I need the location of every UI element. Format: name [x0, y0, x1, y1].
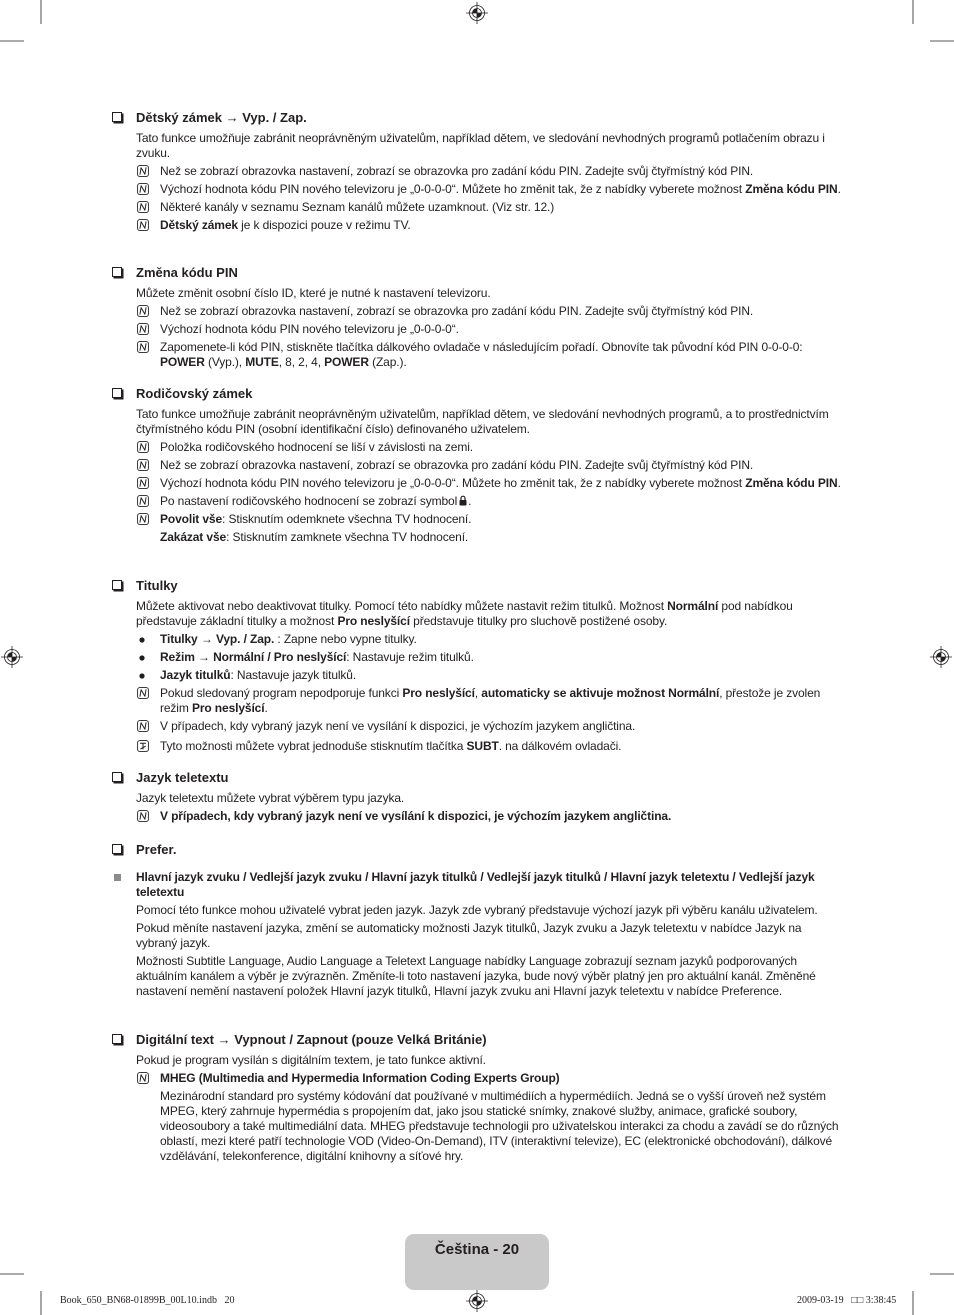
bold-text: automaticky se aktivuje možnost Normální: [481, 686, 720, 700]
item-text: [136, 870, 842, 900]
option-heading: [0, 870, 842, 900]
text-run: je k dispozici pouze v režimu TV.: [237, 218, 411, 232]
item-text: [136, 599, 842, 629]
bold-text: Vyp. / Zap.: [215, 632, 275, 646]
note-icon: [137, 687, 149, 699]
bold-text: Změna kódu PIN: [745, 476, 838, 490]
item-text: [160, 1089, 842, 1164]
bold-text: MHEG (Multimedia and Hypermedia Information Coding Experts Group): [160, 1071, 560, 1085]
text-run: Tato funkce umožňuje zabránit neoprávněným uživatelům, například dětem, ve sledování nevhodných programů, a to prostřednictvím čtyřmístného kódu PIN (osobní identifikační číslo) definovaného uživatelem.: [136, 407, 829, 436]
note-icon: [137, 165, 149, 177]
section: [0, 110, 842, 233]
note: [0, 1071, 842, 1086]
bold-text: Pro neslyšící: [402, 686, 475, 700]
bullet-item: [0, 668, 842, 683]
section-body: [0, 857, 842, 999]
section-body: [0, 125, 842, 233]
text-run: (Zap.).: [368, 355, 407, 369]
section-title-text: Změna kódu PIN: [136, 265, 238, 280]
section: [0, 770, 842, 824]
paragraph: [0, 954, 842, 999]
bold-text: Pro neslyšící: [337, 614, 410, 628]
text-run: Pokud je program vysílán s digitálním textem, je tato funkce aktivní.: [136, 1053, 486, 1067]
section-title-text: Rodičovský zámek: [136, 386, 253, 401]
text-run: : Stisknutím zamknete všechna TV hodnocení.: [226, 530, 469, 544]
text-run: Pomocí této funkce mohou uživatelé vybrat jeden jazyk. Jazyk zde vybraný představuje výchozí jazyk při výběru kanálu uživatelem.: [136, 903, 818, 917]
note: [0, 340, 842, 370]
text-run: Můžete změnit osobní číslo ID, které je nutné k nastavení televizoru.: [136, 286, 491, 300]
text-run: →: [194, 650, 214, 664]
tip-note: [0, 739, 842, 754]
note: [0, 182, 842, 197]
checkbox-icon: [112, 112, 122, 122]
note: [0, 686, 842, 716]
text-run: Výchozí hodnota kódu PIN nového televizoru je „0-0-0-0“.: [160, 322, 459, 336]
section-title: [0, 386, 842, 401]
note-icon: [137, 720, 149, 732]
bullet-item: [0, 650, 842, 665]
paragraph: [0, 286, 842, 301]
section-title: [0, 110, 842, 125]
note: [0, 200, 842, 215]
item-text: [160, 182, 842, 197]
text-run: : Nastavuje jazyk titulků.: [230, 668, 357, 682]
text-run: Než se zobrazí obrazovka nastavení, zobrazí se obrazovka pro zadání kódu PIN. Zadejte svůj čtyřmístný kód PIN.: [160, 458, 754, 472]
checkbox-icon: [112, 267, 122, 277]
text-run: Můžete aktivovat nebo deaktivovat titulky. Pomocí této nabídky můžete nastavit režim titulků. Možnost: [136, 599, 668, 613]
checkbox-icon: [112, 772, 122, 782]
tools-icon: [137, 740, 149, 752]
section-body: [0, 1047, 842, 1164]
text-run: , přestože je zvolen režim: [160, 686, 821, 715]
text-run: . na dálkovém ovladači.: [498, 739, 622, 753]
note: [0, 164, 842, 179]
section-title-text: Titulky: [136, 578, 178, 593]
item-text: [136, 131, 842, 161]
bullet-icon: [139, 673, 145, 679]
item-text: [160, 686, 842, 716]
text-run: Než se zobrazí obrazovka nastavení, zobrazí se obrazovka pro zadání kódu PIN. Zadejte svůj čtyřmístný kód PIN.: [160, 304, 754, 318]
section-title: [0, 578, 842, 593]
note: [0, 218, 842, 233]
item-text: [160, 739, 842, 754]
section-title: [0, 1032, 842, 1047]
note: [0, 719, 842, 734]
text-run: .: [468, 494, 472, 508]
item-text: [160, 200, 842, 215]
item-text: [136, 791, 842, 806]
paragraph: [0, 407, 842, 437]
section-title: [0, 770, 842, 785]
bold-text: Normální / Pro neslyšící: [213, 650, 347, 664]
item-text: [136, 407, 842, 437]
text-run: : Nastavuje režim titulků.: [346, 650, 474, 664]
bold-text: Pro neslyšící: [191, 701, 265, 715]
text-run: Po nastavení rodičovského hodnocení se zobrazí symbol: [160, 494, 458, 508]
text-run: Některé kanály v seznamu Seznam kanálů můžete uzamknout. (Viz str. 12.): [160, 200, 555, 214]
text-run: Mezinárodní standard pro systémy kódování dat používané v multimédiích a hypermédiích. Jedná se o vyšší úroveň než systém MPEG, který zahrnuje hypermédia s propojením dat, jako jsou statické snímky, znakové služby, animace, grafické soubory, videosoubory a také multimediální data. MHEG představuje technologii pro uživatelskou interakci za chodu a zavádí se do různých oblastí, mezi které patří technologie VOD (Video-On-Demand), ITV (interaktivní televize), EC (elektronické obchodování), dálkové vzdělávání, telekonference, digitální knihovny a síťové hry.: [160, 1089, 839, 1163]
item-text: [160, 632, 842, 647]
item-text: [160, 164, 842, 179]
item-text: [160, 530, 842, 545]
bold-text: MUTE: [245, 355, 279, 369]
section-title-text: Prefer.: [136, 842, 177, 857]
text-run: Možnosti Subtitle Language, Audio Language a Teletext Language nabídky Language zobrazují seznam jazyků podporovaných aktuálním kanálem a výběr je zvýrazněn. Změníte-li toto nastavení jazyka, bude nový výběr platný jen pro aktuální kanál. Změněné nastavení nemění nastavení položek Hlavní jazyk titulků, Hlavní jazyk zvuku ani Hlavní jazyk teletextu v nabídce Preference.: [136, 954, 816, 998]
text-run: Tato funkce umožňuje zabránit neoprávněným uživatelům, například dětem, ve sledování nevhodných programů potlačením obrazu i zvuku.: [136, 131, 825, 160]
text-run: : Stisknutím odemknete všechna TV hodnocení.: [222, 512, 472, 526]
paragraph: [0, 599, 842, 629]
text-run: (Vyp.),: [204, 355, 246, 369]
print-job-timestamp: 2009-03-19 □□ 3:38:45: [797, 1295, 897, 1306]
item-text: [160, 476, 842, 491]
bold-text: Zakázat vše: [160, 530, 227, 544]
note: [0, 809, 842, 824]
text-run: V případech, kdy vybraný jazyk není ve vysílání k dispozici, je výchozím jazykem angličtina.: [160, 719, 636, 733]
item-text: [136, 1053, 842, 1068]
section-title: [0, 265, 842, 280]
text-run: Pokud sledovaný program nepodporuje funkci: [160, 686, 403, 700]
note: [0, 440, 842, 455]
note-continuation: [0, 530, 842, 545]
bold-text: Normální: [667, 599, 719, 613]
note-icon: [137, 459, 149, 471]
item-text: [136, 954, 842, 999]
text-run: .: [837, 476, 841, 490]
page-number-label: Čeština - 20: [434, 1241, 520, 1258]
section: [0, 842, 842, 999]
text-run: ,: [474, 686, 482, 700]
note-continuation: [0, 1089, 842, 1164]
text-run: Položka rodičovského hodnocení se liší v závislosti na zemi.: [160, 440, 473, 454]
bold-text: Titulky: [160, 632, 198, 646]
note: [0, 512, 842, 527]
bold-text: Režim: [160, 650, 195, 664]
checkbox-icon: [112, 844, 122, 854]
text-run: Pokud měníte nastavení jazyka, změní se automaticky možnosti Jazyk titulků, Jazyk zvuku a Jazyk teletextu v nabídce Jazyk na vybraný jazyk.: [136, 921, 802, 950]
item-text: [160, 304, 842, 319]
paragraph: [0, 1053, 842, 1068]
text-run: Výchozí hodnota kódu PIN nového televizoru je „0-0-0-0“. Můžete ho změnit tak, že z nabídky vyberete možnost: [160, 182, 746, 196]
section: [0, 578, 842, 754]
text-run: Tyto možnosti můžete vybrat jednoduše stisknutím tlačítka: [160, 739, 467, 753]
paragraph: [0, 921, 842, 951]
note-icon: [137, 810, 149, 822]
note: [0, 304, 842, 319]
paragraph: [0, 131, 842, 161]
bold-text: Jazyk titulků: [160, 668, 231, 682]
text-run: představuje titulky pro sluchově postižené osoby.: [409, 614, 668, 628]
bold-text: Povolit vše: [160, 512, 223, 526]
bullet-item: [0, 632, 842, 647]
note: [0, 476, 842, 491]
note: [0, 322, 842, 337]
note-icon: [137, 441, 149, 453]
item-text: [160, 1071, 842, 1086]
text-run: →: [197, 632, 216, 646]
item-text: [136, 903, 842, 918]
bold-text: V případech, kdy vybraný jazyk není ve vysílání k dispozici, je výchozím jazykem angličtina.: [160, 809, 672, 823]
bullet-icon: [139, 655, 145, 661]
bold-text: Dětský zámek: [160, 218, 238, 232]
section-body: [0, 280, 842, 370]
item-text: [160, 512, 842, 527]
note-icon: [137, 305, 149, 317]
bold-text: POWER: [160, 355, 205, 369]
text-run: pod nabídkou představuje základní titulky a možnost: [136, 599, 793, 628]
checkbox-icon: [112, 388, 122, 398]
section-title: [0, 842, 842, 857]
item-text: [136, 286, 842, 301]
note-icon: [137, 513, 149, 525]
item-text: [160, 458, 842, 473]
item-text: [136, 921, 842, 951]
section: [0, 265, 842, 370]
square-bullet-icon: [114, 874, 121, 881]
bold-text: SUBT: [466, 739, 499, 753]
paragraph: [0, 903, 842, 918]
text-run: Zapomenete-li kód PIN, stiskněte tlačítka dálkového ovladače v následujícím pořadí. Obnovíte tak původní kód PIN 0-0-0-0:: [160, 340, 803, 354]
checkbox-icon: [112, 580, 122, 590]
section-body: [0, 593, 842, 754]
note-icon: [137, 341, 149, 353]
item-text: [160, 719, 842, 734]
bold-text: POWER: [324, 355, 369, 369]
section-title-text: Jazyk teletextu: [136, 770, 229, 785]
checkbox-icon: [112, 1034, 122, 1044]
text-run: Výchozí hodnota kódu PIN nového televizoru je „0-0-0-0“. Můžete ho změnit tak, že z nabídky vyberete možnost: [160, 476, 746, 490]
bold-text: Změna kódu PIN: [745, 182, 838, 196]
item-text: [160, 809, 842, 824]
section-body: [0, 401, 842, 545]
item-text: [160, 340, 842, 370]
section: [0, 1032, 842, 1164]
text-run: Jazyk teletextu můžete vybrat výběrem typu jazyka.: [136, 791, 405, 805]
section-title-text: Dětský zámek → Vyp. / Zap.: [136, 110, 307, 125]
text-run: .: [837, 182, 841, 196]
item-text: [160, 494, 842, 509]
section: [0, 386, 842, 545]
note-icon: [137, 477, 149, 489]
text-run: .: [264, 701, 268, 715]
item-text: [160, 650, 842, 665]
bullet-icon: [139, 637, 145, 643]
item-text: [160, 440, 842, 455]
paragraph: [0, 791, 842, 806]
section-title-text: Digitální text → Vypnout / Zapnout (pouze Velká Británie): [136, 1032, 487, 1047]
lock-icon: [459, 495, 467, 506]
text-run: Než se zobrazí obrazovka nastavení, zobrazí se obrazovka pro zadání kódu PIN. Zadejte svůj čtyřmístný kód PIN.: [160, 164, 754, 178]
note-icon: [137, 201, 149, 213]
text-run: : Zapne nebo vypne titulky.: [274, 632, 417, 646]
bold-text: Hlavní jazyk zvuku / Vedlejší jazyk zvuku / Hlavní jazyk titulků / Vedlejší jazyk titulků / Hlavní jazyk teletextu / Vedlejší jazyk teletextu: [136, 870, 815, 899]
item-text: [160, 668, 842, 683]
note-icon: [137, 183, 149, 195]
note: [0, 494, 842, 509]
note: [0, 458, 842, 473]
item-text: [160, 218, 842, 233]
item-text: [160, 322, 842, 337]
note-icon: [137, 323, 149, 335]
text-run: , 8, 2, 4,: [278, 355, 325, 369]
section-body: [0, 785, 842, 824]
note-icon: [137, 219, 149, 231]
note-icon: [137, 1072, 149, 1084]
print-job-file: Book_650_BN68-01899B_00L10.indb 20: [60, 1295, 235, 1306]
note-icon: [137, 495, 149, 507]
